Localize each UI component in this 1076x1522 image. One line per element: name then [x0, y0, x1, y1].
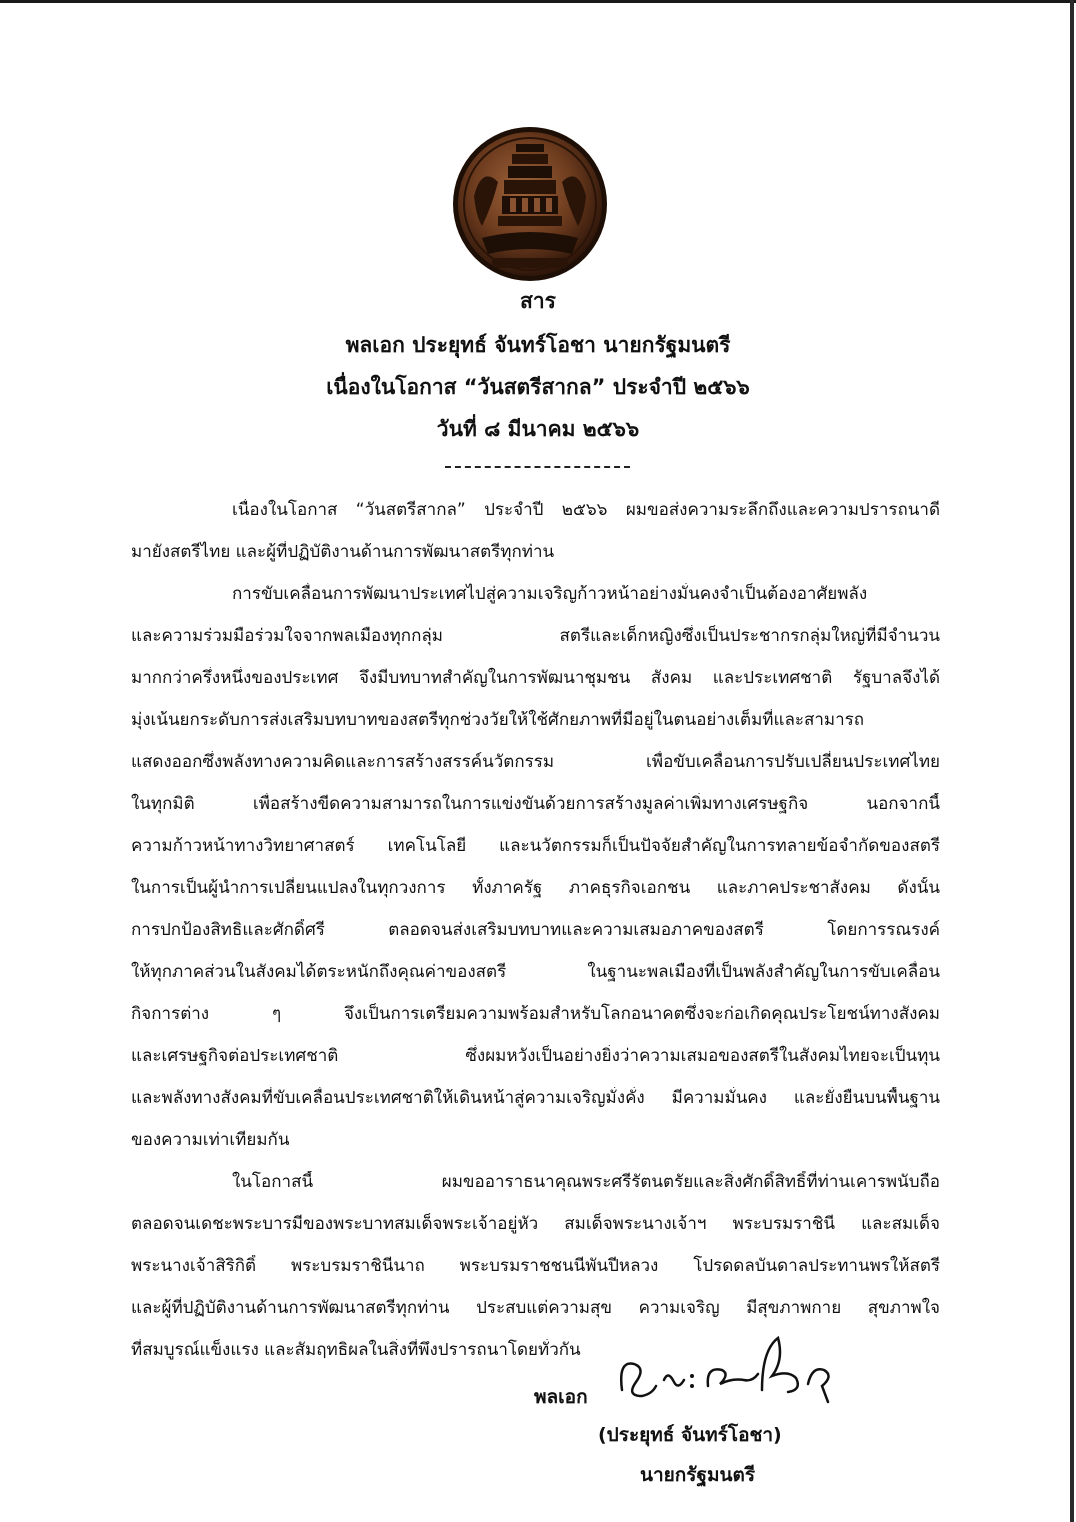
body-line: แสดงออกซึ่งพลังทางความคิดและการสร้างสรรค์นวัตกรรม เพื่อขับเคลื่อนการปรับเปลี่ยนประเทศไทย — [131, 752, 940, 772]
body-line: และความร่วมมือร่วมใจจากพลเมืองทุกกลุ่ม สตรีและเด็กหญิงซึ่งเป็นประชากรกลุ่มใหญ่ที่มีจำนวน — [131, 626, 940, 646]
signature-rank: พลเอก — [534, 1386, 588, 1408]
body-line: พระนางเจ้าสิริกิติ์ พระบรมราชินีนาถ พระบรมราชชนนีพันปีหลวง โปรดดลบันดาลประทานพรให้สตรี — [131, 1256, 940, 1276]
occasion-line: เนื่องในโอกาส “วันสตรีสากล” ประจำปี ๒๕๖๖ — [326, 375, 750, 399]
body-line: ให้ทุกภาคส่วนในสังคมได้ตระหนักถึงคุณค่าของสตรี ในฐานะพลเมืองที่เป็นพลังสำคัญในการขับเคลื่อน — [131, 962, 940, 982]
body-line: เนื่องในโอกาส “วันสตรีสากล” ประจำปี ๒๕๖๖ ผมขอส่งความระลึกถึงและความปรารถนาดี — [232, 500, 940, 520]
government-seal-icon — [452, 126, 608, 282]
body-line: มากกว่าครึ่งหนึ่งของประเทศ จึงมีบทบาทสำคัญในการพัฒนาชุมชน สังคม และประเทศชาติ รัฐบาลจึงได้ — [131, 668, 940, 688]
body-line: ในการเป็นผู้นำการเปลี่ยนแปลงในทุกวงการ ทั้งภาครัฐ ภาคธุรกิจเอกชน และภาคประชาสังคม ดังนั้น — [131, 878, 940, 898]
handwritten-signature — [612, 1330, 842, 1410]
date-line: วันที่ ๘ มีนาคม ๒๕๖๖ — [436, 417, 640, 441]
body-line: และผู้ที่ปฏิบัติงานด้านการพัฒนาสตรีทุกท่าน ประสบแต่ความสุข ความเจริญ มีสุขภาพกาย สุขภาพใจ — [131, 1298, 940, 1318]
body-line: มายังสตรีไทย และผู้ที่ปฏิบัติงานด้านการพัฒนาสตรีทุกท่าน — [131, 542, 555, 562]
body-line: และพลังทางสังคมที่ขับเคลื่อนประเทศชาติให้เดินหน้าสู่ความเจริญมั่งคั่ง มีความมั่นคง และยั่งยืนบนพื้นฐาน — [131, 1088, 940, 1108]
body-line: การปกป้องสิทธิและศักดิ์ศรี ตลอดจนส่งเสริมบทบาทและความเสมอภาคของสตรี โดยการรณรงค์ — [131, 920, 940, 940]
header-divider — [445, 466, 630, 468]
body-line: การขับเคลื่อนการพัฒนาประเทศไปสู่ความเจริญก้าวหน้าอย่างมั่นคงจำเป็นต้องอาศัยพลัง — [232, 584, 868, 604]
body-line: ความก้าวหน้าทางวิทยาศาสตร์ เทคโนโลยี และนวัตกรรมก็เป็นปัจจัยสำคัญในการทลายข้อจำกัดของสตรี — [131, 836, 940, 856]
signature-title: นายกรัฐมนตรี — [640, 1464, 756, 1486]
body-line: ตลอดจนเดชะพระบารมีของพระบาทสมเด็จพระเจ้าอยู่หัว สมเด็จพระนางเจ้าฯ พระบรมราชินี และสมเด็จ — [131, 1214, 940, 1234]
body-line: และเศรษฐกิจต่อประเทศชาติ ซึ่งผมหวังเป็นอย่างยิ่งว่าความเสมอของสตรีในสังคมไทยจะเป็นทุน — [131, 1046, 940, 1066]
body-line: ในโอกาสนี้ ผมขออาราธนาคุณพระศรีรัตนตรัยและสิ่งศักดิ์สิทธิ์ที่ท่านเคารพนับถือ — [232, 1172, 940, 1192]
author-line: พลเอก ประยุทธ์ จันทร์โอชา นายกรัฐมนตรี — [345, 333, 731, 357]
body-line: ในทุกมิติ เพื่อสร้างขีดความสามารถในการแข่งขันด้วยการสร้างมูลค่าเพิ่มทางเศรษฐกิจ นอกจากนี้ — [131, 794, 940, 814]
signature-name: (ประยุทธ์ จันทร์โอชา) — [598, 1424, 782, 1446]
page-right-edge — [1070, 0, 1074, 1522]
body-line: ที่สมบูรณ์แข็งแรง และสัมฤทธิผลในสิ่งที่พึงปรารถนาโดยทั่วกัน — [131, 1340, 581, 1360]
message-heading: สาร — [520, 289, 556, 313]
page-top-edge — [0, 0, 1076, 3]
body-line: กิจการต่าง ๆ จึงเป็นการเตรียมความพร้อมสำหรับโลกอนาคตซึ่งจะก่อเกิดคุณประโยชน์ทางสังคม — [131, 1004, 940, 1024]
body-line: ของความเท่าเทียมกัน — [131, 1130, 290, 1150]
body-line: มุ่งเน้นยกระดับการส่งเสริมบทบาทของสตรีทุกช่วงวัยให้ใช้ศักยภาพที่มีอยู่ในตนอย่างเต็มที่และสามารถ — [131, 710, 865, 730]
